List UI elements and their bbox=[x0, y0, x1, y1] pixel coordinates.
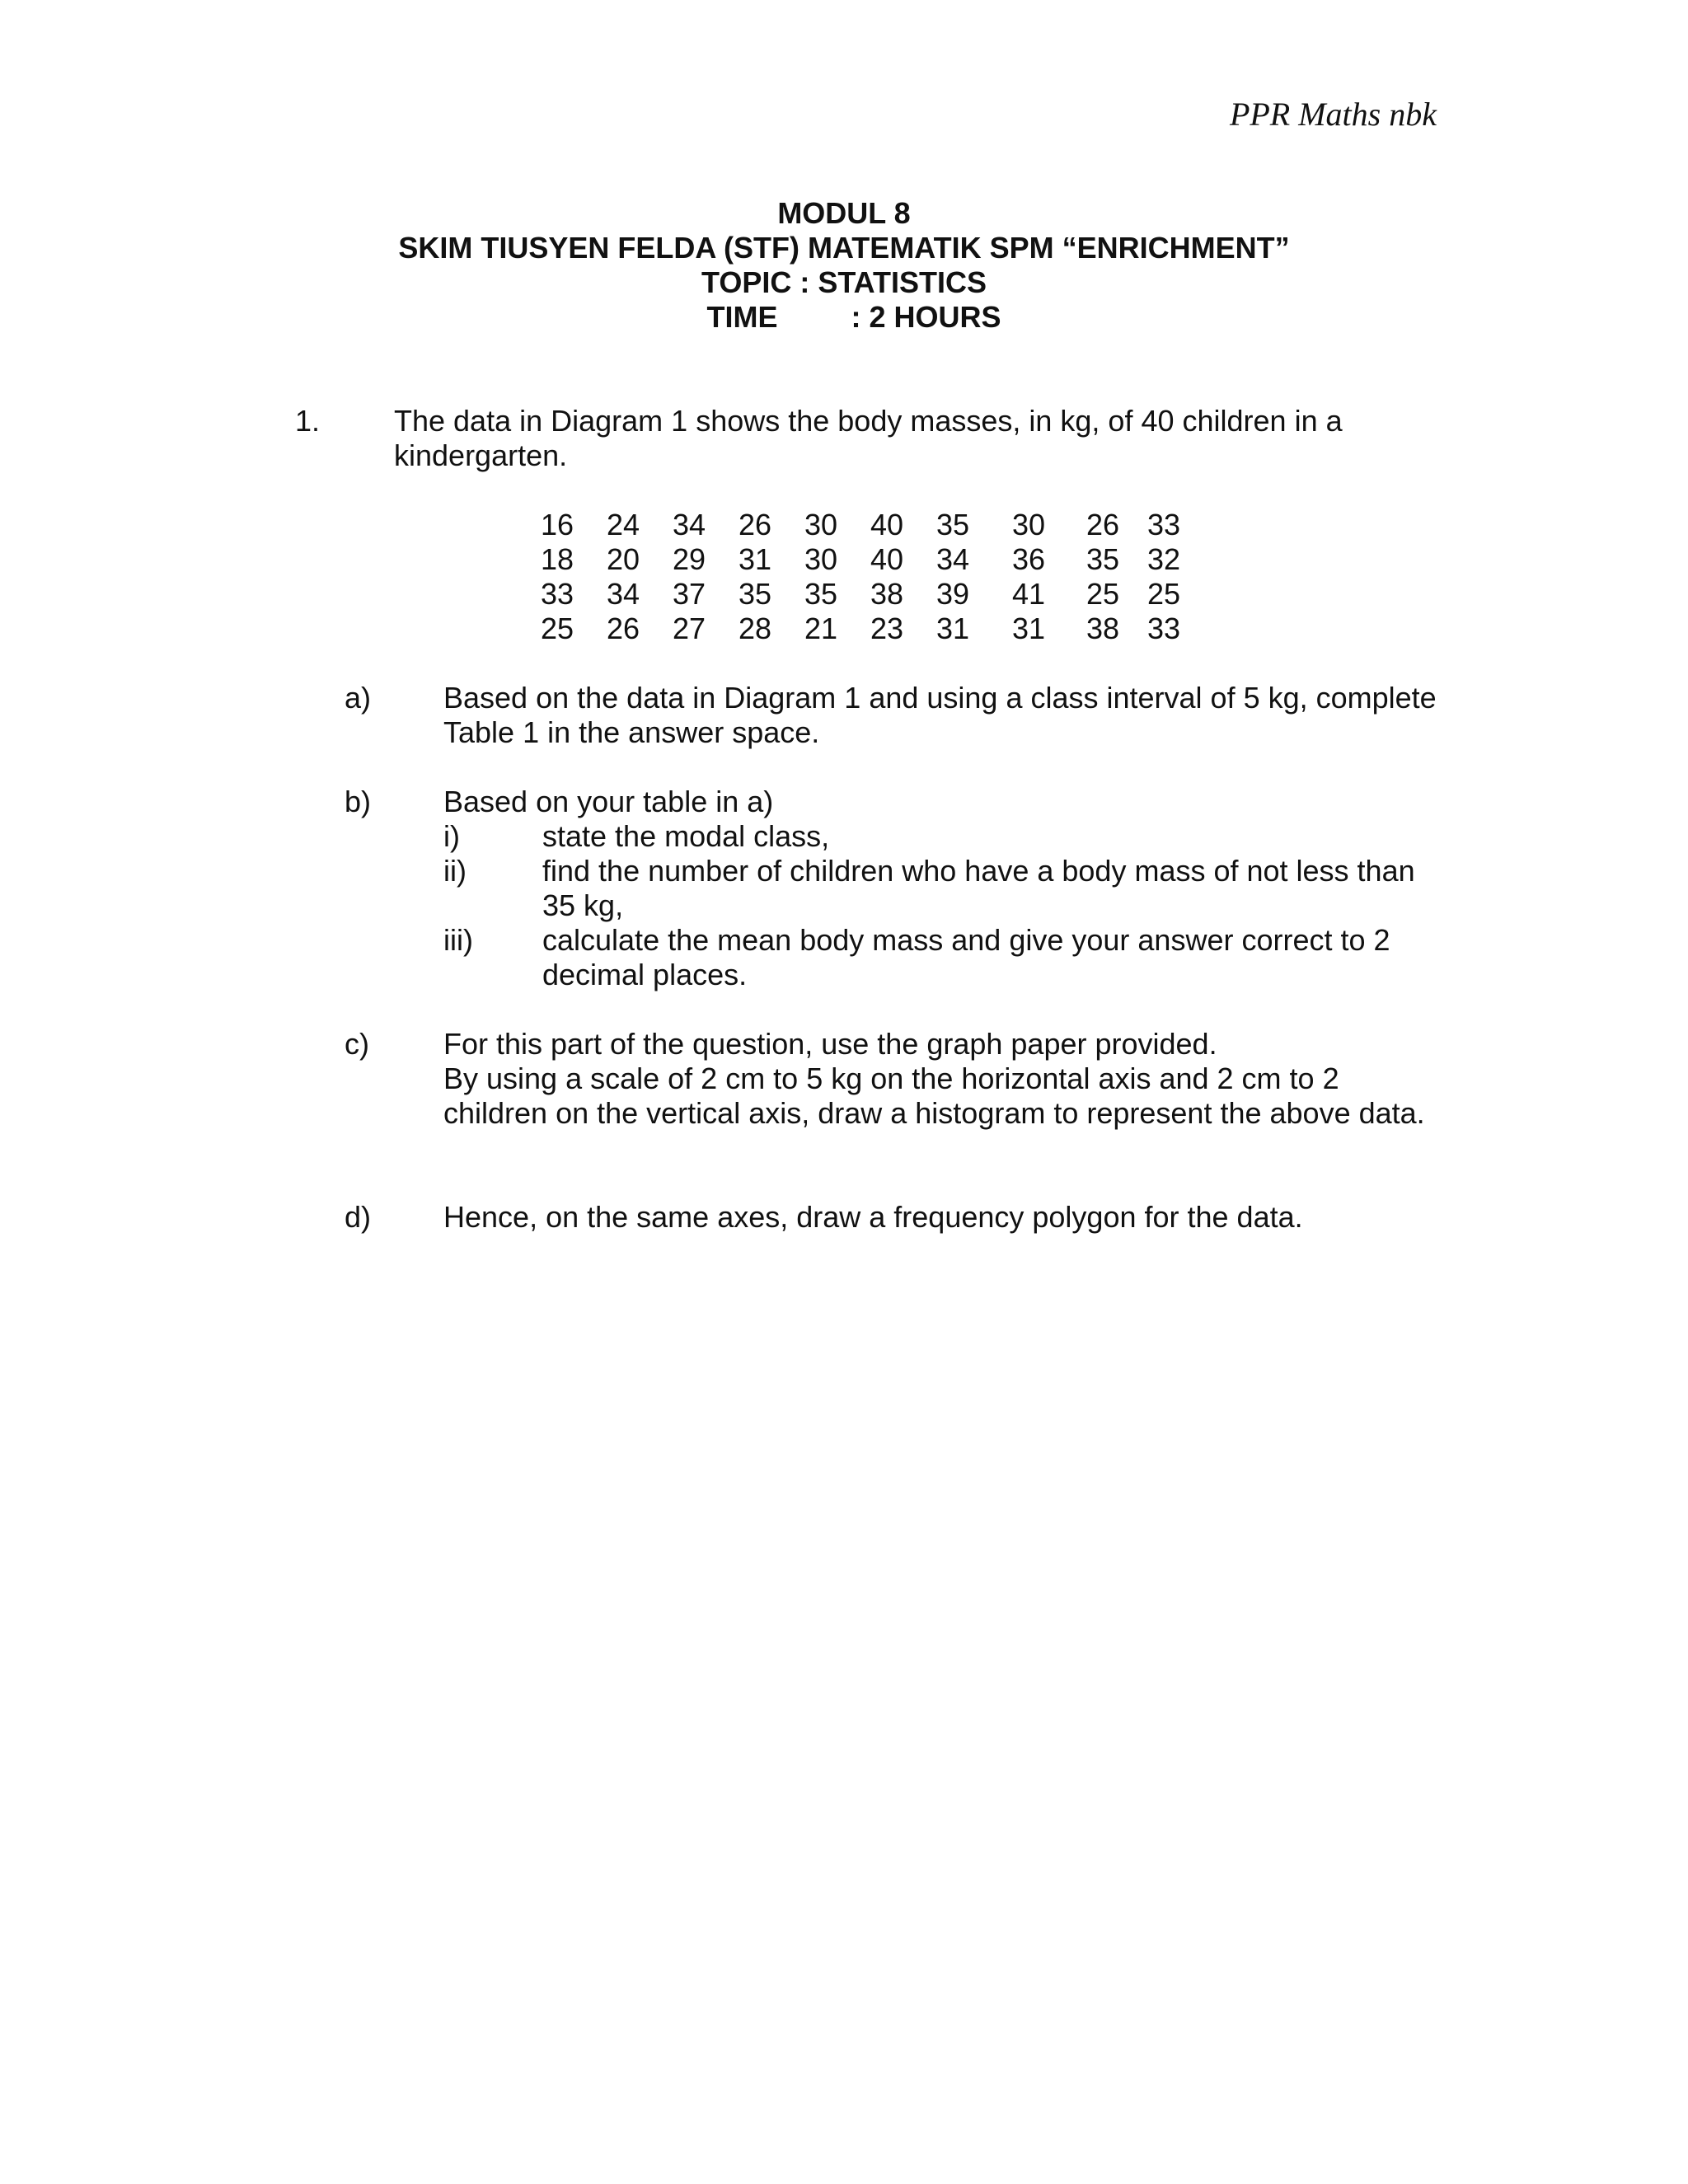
data-value: 16 bbox=[541, 508, 574, 541]
part-c-label: c) bbox=[345, 1027, 369, 1061]
data-value: 21 bbox=[804, 612, 838, 645]
data-value: 30 bbox=[804, 542, 838, 576]
data-value: 25 bbox=[1086, 577, 1120, 611]
data-value: 37 bbox=[673, 577, 706, 611]
data-value: 36 bbox=[1012, 542, 1046, 576]
part-b-label: b) bbox=[345, 785, 372, 818]
data-value: 35 bbox=[804, 577, 838, 611]
data-value: 29 bbox=[673, 542, 706, 576]
data-value: 31 bbox=[1012, 612, 1046, 645]
data-value: 31 bbox=[738, 542, 772, 576]
data-value: 35 bbox=[1086, 542, 1120, 576]
data-value: 30 bbox=[804, 508, 838, 541]
data-value: 35 bbox=[738, 577, 772, 611]
data-value: 33 bbox=[1147, 508, 1181, 541]
data-value: 20 bbox=[607, 542, 640, 576]
data-value: 34 bbox=[673, 508, 706, 541]
data-value: 34 bbox=[936, 542, 970, 576]
data-value: 34 bbox=[607, 577, 640, 611]
module-title-block bbox=[0, 196, 1688, 335]
data-value: 33 bbox=[1147, 612, 1181, 645]
data-value: 24 bbox=[607, 508, 640, 541]
data-value: 41 bbox=[1012, 577, 1046, 611]
part-c-text bbox=[443, 1027, 1449, 1131]
part-a-text: Based on the data in Diagram 1 and using a class interval of 5 kg, complete Table 1 in the answer space. bbox=[443, 681, 1437, 749]
part-c-line-1: For this part of the question, use the graph paper provided. bbox=[443, 1027, 1217, 1061]
data-value: 38 bbox=[1086, 612, 1120, 645]
time-label: TIME bbox=[706, 300, 778, 334]
question-number: 1. bbox=[295, 404, 321, 438]
data-value: 25 bbox=[541, 612, 574, 645]
part-b-text: Based on your table in a) bbox=[443, 785, 774, 818]
data-value: 33 bbox=[541, 577, 574, 611]
data-value: 38 bbox=[870, 577, 904, 611]
sub-i-text: state the modal class, bbox=[542, 819, 830, 853]
data-value: 27 bbox=[673, 612, 706, 645]
module-topic: TOPIC : STATISTICS bbox=[701, 265, 987, 299]
part-c-line-2: By using a scale of 2 cm to 5 kg on the horizontal axis and 2 cm to 2 children on the vertical axis, draw a histogram to represent the above data. bbox=[443, 1062, 1425, 1130]
data-value: 25 bbox=[1147, 577, 1181, 611]
data-value: 39 bbox=[936, 577, 970, 611]
part-d-text: Hence, on the same axes, draw a frequency polygon for the data. bbox=[443, 1200, 1303, 1234]
module-time-line bbox=[0, 300, 1688, 335]
sub-ii-text: find the number of children who have a body mass of not less than 35 kg, bbox=[542, 854, 1415, 922]
time-value: : 2 HOURS bbox=[851, 300, 1001, 334]
data-value: 23 bbox=[870, 612, 904, 645]
data-value: 40 bbox=[870, 542, 904, 576]
data-value: 32 bbox=[1147, 542, 1181, 576]
sub-ii-label: ii) bbox=[443, 854, 467, 888]
data-value: 40 bbox=[870, 508, 904, 541]
data-value: 28 bbox=[738, 612, 772, 645]
data-value: 26 bbox=[738, 508, 772, 541]
module-number: MODUL 8 bbox=[777, 196, 911, 230]
data-value: 30 bbox=[1012, 508, 1046, 541]
sub-iii-label: iii) bbox=[443, 923, 473, 957]
data-value: 35 bbox=[936, 508, 970, 541]
sub-i-label: i) bbox=[443, 819, 460, 853]
sub-iii-text: calculate the mean body mass and give your answer correct to 2 decimal places. bbox=[542, 923, 1390, 991]
data-value: 26 bbox=[607, 612, 640, 645]
data-value: 31 bbox=[936, 612, 970, 645]
data-value: 18 bbox=[541, 542, 574, 576]
part-a-label: a) bbox=[345, 681, 372, 715]
module-program-title: SKIM TIUSYEN FELDA (STF) MATEMATIK SPM “ENRICHMENT” bbox=[398, 231, 1290, 265]
data-value: 26 bbox=[1086, 508, 1120, 541]
part-d-label: d) bbox=[345, 1200, 372, 1234]
question-stem: The data in Diagram 1 shows the body masses, in kg, of 40 children in a kindergarten. bbox=[394, 404, 1343, 472]
page-header-text: PPR Maths nbk bbox=[1229, 96, 1437, 133]
